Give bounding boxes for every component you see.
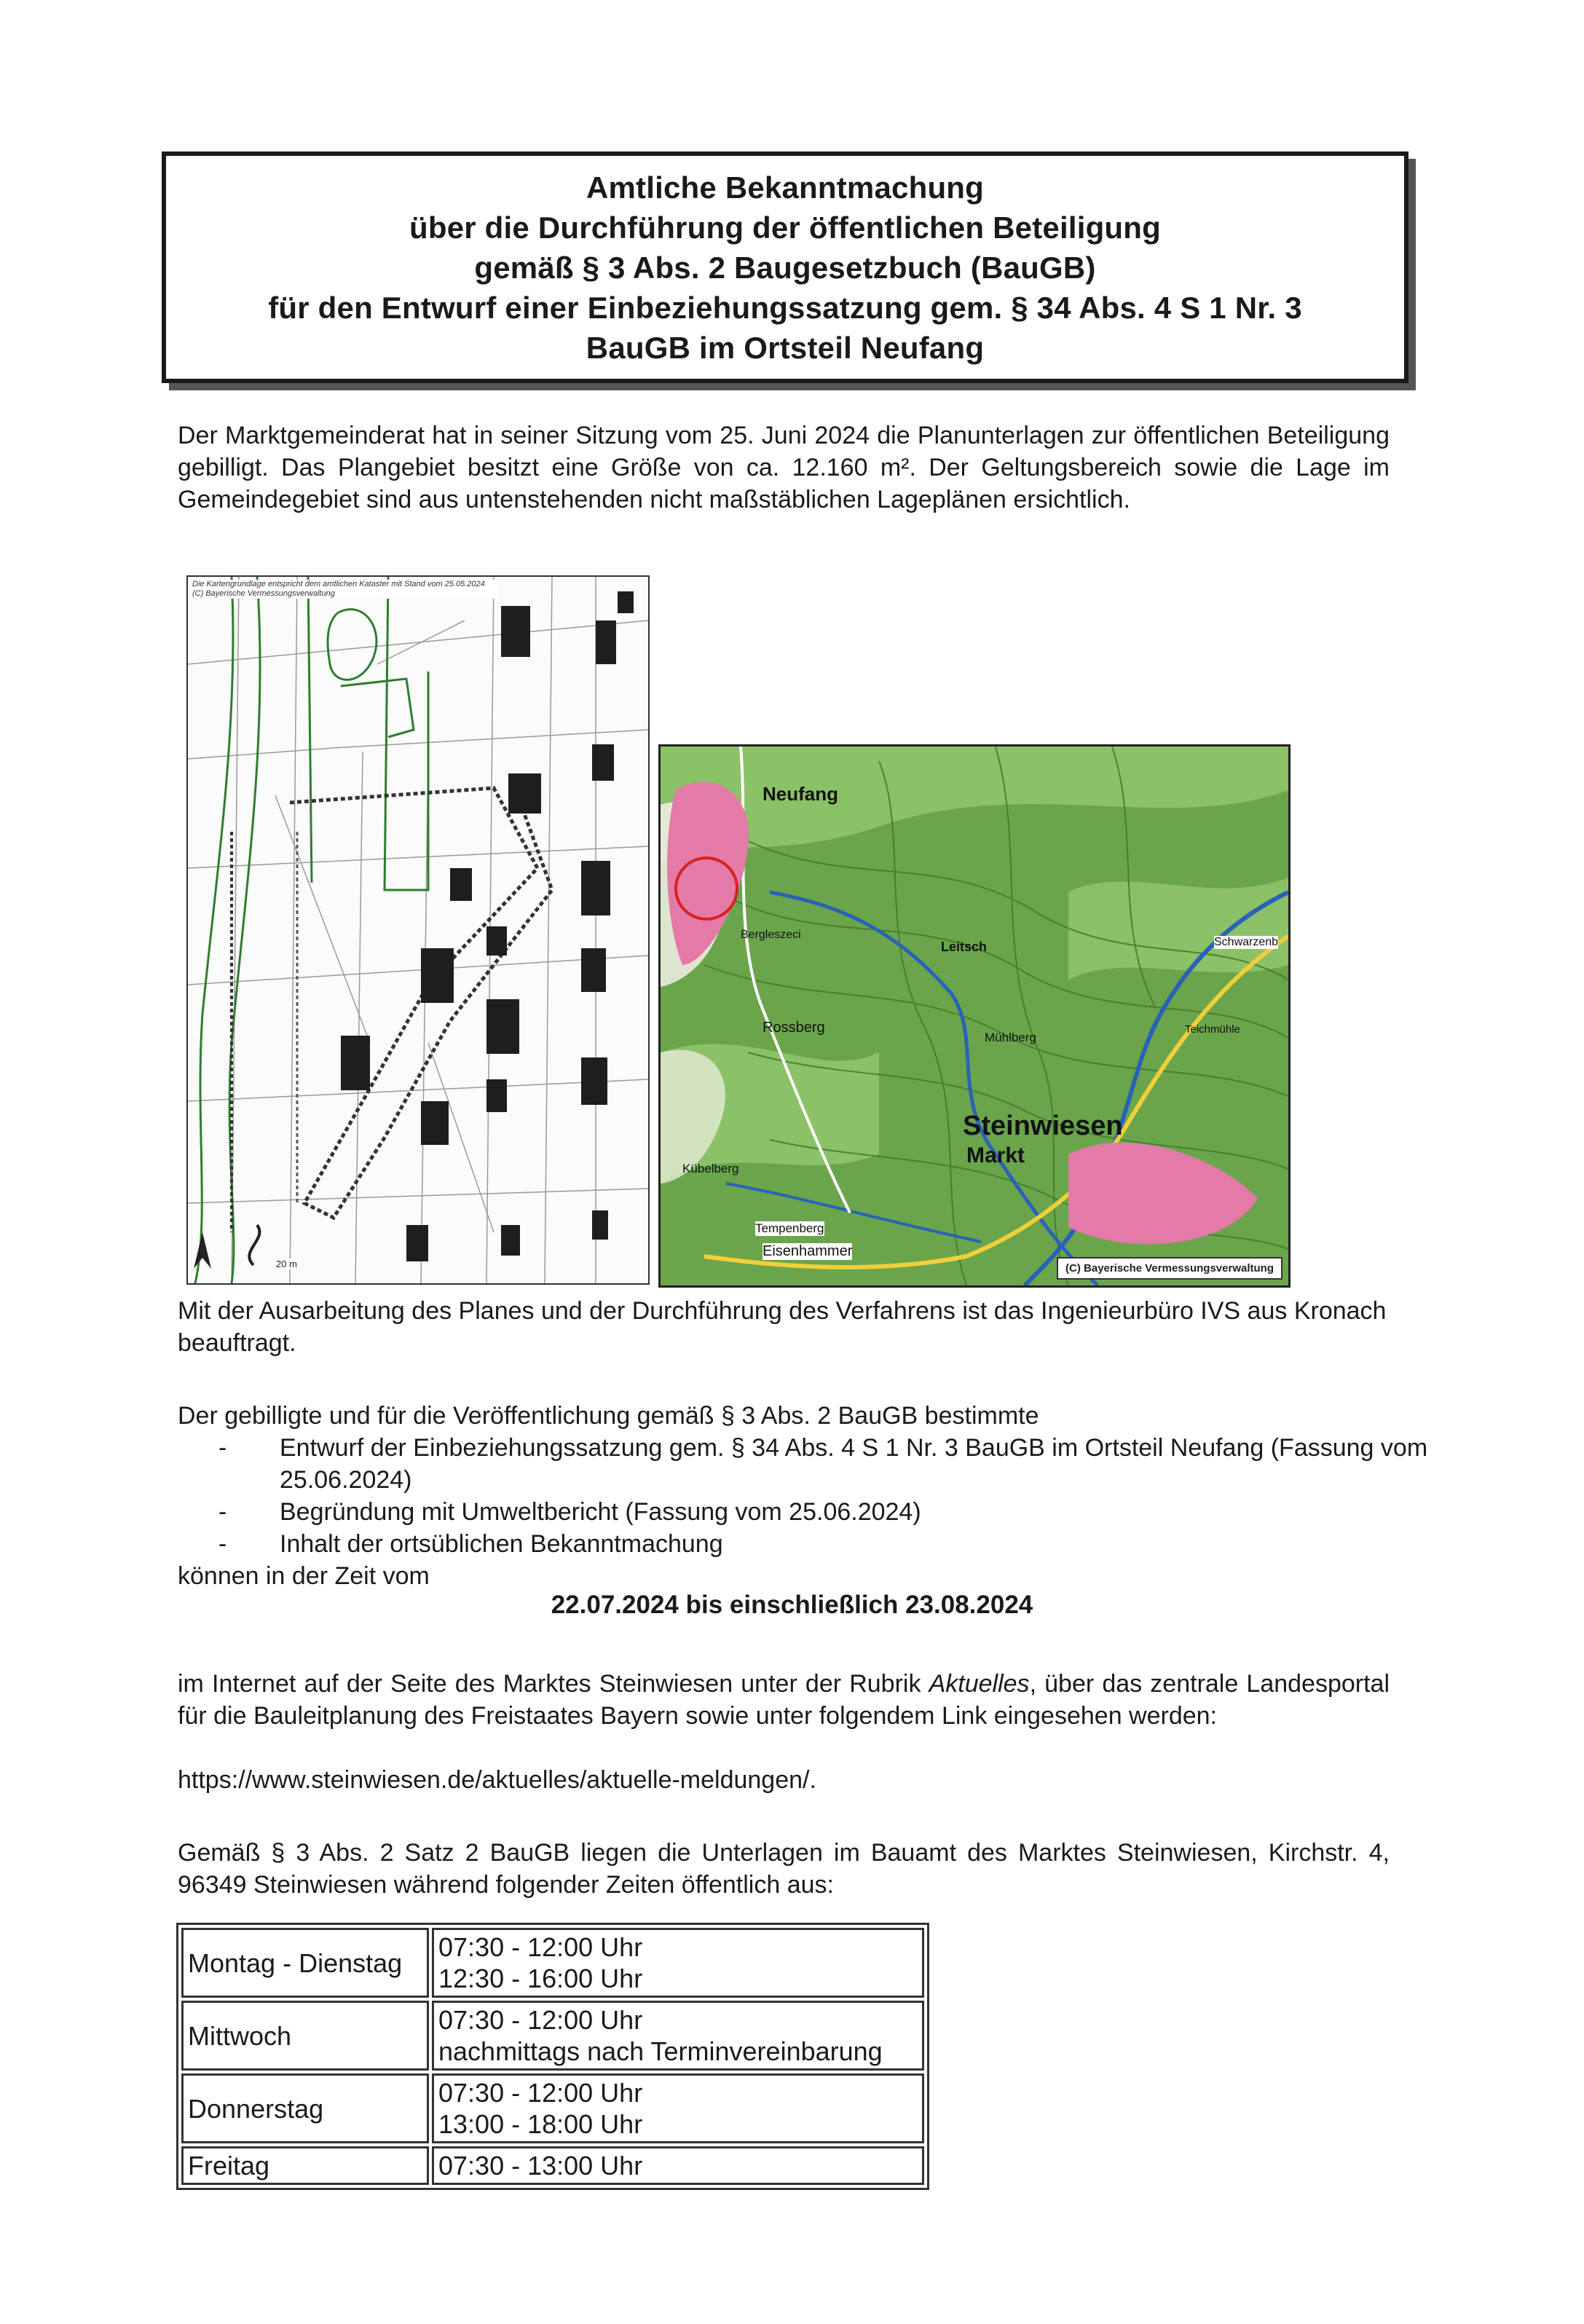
rubric-aktuelles: Aktuelles: [929, 1670, 1030, 1698]
day-cell: Mittwoch: [181, 2001, 429, 2071]
period-intro: können in der Zeit vom: [178, 1562, 430, 1590]
document-item-text: Entwurf der Einbeziehungssatzung gem. § 34 Abs. 4 S 1 Nr. 3 BauGB im Ortsteil Neufang (Fassung vom 25.06.2024): [280, 1434, 1428, 1494]
topographic-map: [658, 744, 1291, 1288]
table-row: [181, 1928, 924, 1998]
topo-credit: (C) Bayerische Vermessungsverwaltung: [1057, 1257, 1282, 1280]
table-row: [181, 2001, 924, 2071]
internet-link[interactable]: https://www.steinwiesen.de/aktuelles/aktuelle-meldungen/.: [178, 1766, 816, 1794]
time-cell: 07:30 - 12:00 Uhr 12:30 - 16:00 Uhr: [432, 1928, 924, 1998]
place-label-kuebelberg: Kübelberg: [682, 1162, 739, 1175]
day-cell: Freitag: [181, 2146, 429, 2185]
title-line-5: BauGB im Ortsteil Neufang: [586, 330, 985, 365]
title-line-1: Amtliche Bekanntmachung: [586, 170, 985, 205]
intro-paragraph: Der Marktgemeinderat hat in seiner Sitzung vom 25. Juni 2024 die Planunterlagen zur öffentlichen Beteiligung gebilligt. Das Plangebiet besitzt eine Größe von ca. 12.160 m². Der Geltungsbereich sowie die Lage im Gemeindegebiet sind aus untenstehenden nicht maßstäblichen Lageplänen ersichtlich.: [178, 422, 1390, 513]
time-cell: 07:30 - 12:00 Uhr 13:00 - 18:00 Uhr: [432, 2073, 924, 2143]
cadastral-credit: Die Kartengrundlage entspricht dem amtlichen Kataster mit Stand vom 25.05.2024 (C) Bayerische Vermessungsverwaltung: [192, 580, 498, 599]
list-item: - Begründung mit Umweltbericht (Fassung vom 25.06.2024): [218, 1498, 921, 1526]
place-label-muehlberg: Mühlberg: [985, 1031, 1036, 1044]
document-item-text: Inhalt der ortsüblichen Bekanntmachung: [280, 1530, 723, 1558]
opening-hours-table: [176, 1923, 929, 2190]
scale-label: 20 m: [274, 1258, 299, 1269]
table-row: [181, 2146, 924, 2185]
cadastral-map: [186, 575, 650, 1285]
table-row: [181, 2073, 924, 2143]
place-label-leitsch: Leitsch: [941, 940, 988, 954]
period-dates: 22.07.2024 bis einschließlich 23.08.2024: [551, 1591, 1033, 1619]
cadastral-map-drawing: [188, 577, 648, 1283]
place-label-neufang: Neufang: [763, 783, 838, 805]
documents-list: [218, 1432, 1430, 1560]
list-item: - Inhalt der ortsüblichen Bekanntmachung: [218, 1530, 723, 1558]
place-label-steinwiesen: Steinwiesen: [963, 1111, 1123, 1141]
time-cell: 07:30 - 13:00 Uhr: [432, 2146, 924, 2185]
place-label-rossberg: Rossberg: [763, 1020, 825, 1036]
title-line-3: gemäß § 3 Abs. 2 Baugesetzbuch (BauGB): [474, 250, 1096, 285]
documents-intro: Der gebilligte und für die Veröffentlichung gemäß § 3 Abs. 2 BauGB bestimmte: [178, 1402, 1039, 1430]
day-cell: Donnerstag: [181, 2073, 429, 2143]
title-line-2: über die Durchführung der öffentlichen Beteiligung: [409, 210, 1161, 245]
internet-paragraph: im Internet auf der Seite des Marktes Steinwiesen unter der Rubrik Aktuelles, über das zentrale Landesportal für die Bauleitplanung des Freistaates Bayern sowie unter folgendem Link eingesehen werden:: [178, 1670, 1390, 1730]
list-item: - Entwurf der Einbeziehungssatzung gem. § 34 Abs. 4 S 1 Nr. 3 BauGB im Ortsteil Neufang (Fassung vom 25.06.2024): [218, 1434, 1428, 1494]
time-cell: 07:30 - 12:00 Uhr nachmittags nach Terminvereinbarung: [432, 2001, 924, 2071]
title-line-4: für den Entwurf einer Einbeziehungssatzung gem. § 34 Abs. 4 S 1 Nr. 3: [268, 290, 1302, 325]
topographic-map-drawing: [661, 747, 1288, 1285]
engineering-paragraph: Mit der Ausarbeitung des Planes und der Durchführung des Verfahrens ist das Ingenieurbüro IVS aus Kronach beauftragt.: [178, 1297, 1387, 1357]
place-label-eisenhammer: Eisenhammer: [763, 1243, 853, 1259]
title-box: [162, 151, 1408, 383]
document-item-text: Begründung mit Umweltbericht (Fassung vom 25.06.2024): [280, 1498, 921, 1526]
bauamt-paragraph: Gemäß § 3 Abs. 2 Satz 2 BauGB liegen die Unterlagen im Bauamt des Marktes Steinwiesen, Kirchstr. 4, 96349 Steinwiesen während folgender Zeiten öffentlich aus:: [178, 1839, 1390, 1899]
place-label-markt: Markt: [966, 1143, 1025, 1167]
maps-area: [186, 575, 1286, 1289]
place-label-tempenberg: Tempenberg: [755, 1221, 824, 1235]
place-label-teichmuehle: Teichmühle: [1185, 1023, 1240, 1036]
place-label-bergleszeci: Bergleszeci: [741, 929, 801, 941]
day-cell: Montag - Dienstag: [181, 1928, 429, 1998]
place-label-schwarzenb: Schwarzenb: [1214, 936, 1279, 948]
